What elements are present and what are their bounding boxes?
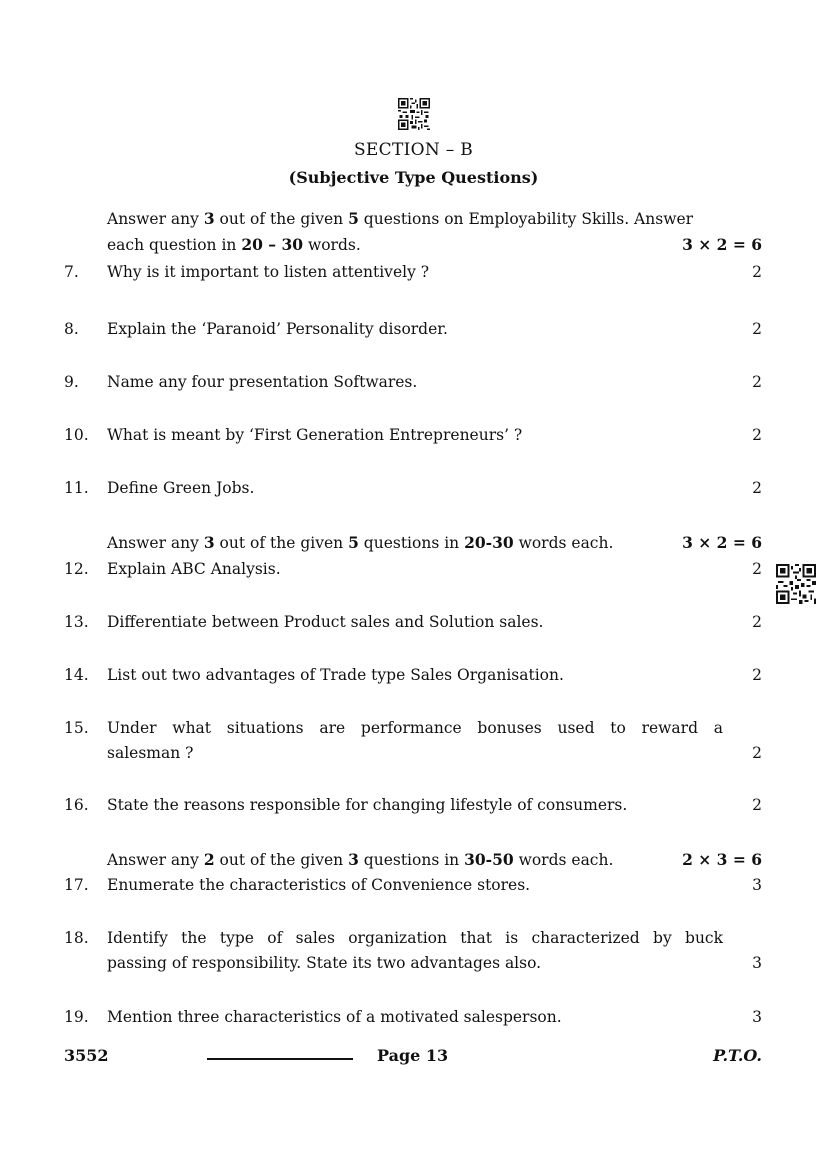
instruction-group-3 [107, 847, 762, 873]
question-text: Define Green Jobs. [107, 479, 255, 497]
question-marks: 3 [752, 876, 762, 894]
question-text: Explain the ‘Paranoid’ Personality disorder. [107, 320, 448, 338]
footer-rule [207, 1058, 353, 1060]
question-text-line-2: salesman ? [107, 744, 194, 762]
question-text: What is meant by ‘First Generation Entrepreneurs’ ? [107, 426, 523, 444]
question-number: 13. [64, 613, 89, 631]
question-number: 16. [64, 796, 89, 814]
question-text [107, 716, 723, 766]
question-item [64, 926, 762, 976]
instruction-line: Answer any 3 out of the given 5 questions in 20-30 words each. 3 × 2 = 6 [107, 530, 762, 556]
section-subtitle: (Subjective Type Questions) [288, 168, 539, 187]
question-marks: 3 [752, 954, 762, 972]
section-title: SECTION – B [353, 140, 474, 160]
instruction-line: each question in 20 – 30 words. 3 × 2 = 6 [107, 232, 762, 258]
group-marks: 2 × 3 = 6 [682, 850, 762, 869]
question-marks: 2 [752, 744, 762, 762]
page-number: Page 13 [377, 1046, 449, 1065]
paper-code: 3552 [64, 1046, 109, 1065]
group-marks: 3 × 2 = 6 [682, 235, 762, 254]
question-text-line-2: passing of responsibility. State its two advantages also. [107, 954, 542, 972]
question-number: 9. [64, 373, 79, 391]
question-number: 8. [64, 320, 79, 338]
please-turn-over: P.T.O. [713, 1046, 762, 1065]
question-text: Why is it important to listen attentively ? [107, 263, 430, 281]
question-text: List out two advantages of Trade type Sales Organisation. [107, 666, 564, 684]
question-marks: 2 [752, 263, 762, 281]
question-marks: 2 [752, 560, 762, 578]
question-text-line-1: Under what situations are performance bonuses used to reward a [107, 719, 723, 737]
question-text: Differentiate between Product sales and Solution sales. [107, 613, 544, 631]
question-item [64, 716, 762, 766]
qr-code-top-icon [398, 98, 430, 130]
question-number: 12. [64, 560, 89, 578]
question-number: 19. [64, 1008, 89, 1026]
instruction-line: Answer any 3 out of the given 5 questions on Employability Skills. Answer [107, 209, 694, 228]
instruction-group-1 [107, 206, 762, 258]
instruction-line: Answer any 2 out of the given 3 questions in 30-50 words each. 2 × 3 = 6 [107, 847, 762, 873]
question-marks: 2 [752, 666, 762, 684]
question-text [107, 926, 723, 976]
group-marks: 3 × 2 = 6 [682, 533, 762, 552]
question-marks: 2 [752, 426, 762, 444]
question-marks: 3 [752, 1008, 762, 1026]
question-number: 7. [64, 263, 79, 281]
question-marks: 2 [752, 373, 762, 391]
question-number: 14. [64, 666, 89, 684]
question-number: 17. [64, 876, 89, 894]
question-text: State the reasons responsible for changing lifestyle of consumers. [107, 796, 628, 814]
question-number: 18. [64, 929, 89, 947]
question-text: Mention three characteristics of a motivated salesperson. [107, 1008, 562, 1026]
question-marks: 2 [752, 613, 762, 631]
question-marks: 2 [752, 796, 762, 814]
question-text: Enumerate the characteristics of Convenience stores. [107, 876, 531, 894]
qr-code-side-icon [776, 564, 816, 604]
instruction-group-2 [107, 530, 762, 556]
question-text: Name any four presentation Softwares. [107, 373, 418, 391]
question-text: Explain ABC Analysis. [107, 560, 281, 578]
question-marks: 2 [752, 320, 762, 338]
question-number: 15. [64, 719, 89, 737]
question-text-line-1: Identify the type of sales organization that is characterized by buck [107, 929, 723, 947]
question-number: 11. [64, 479, 89, 497]
question-marks: 2 [752, 479, 762, 497]
question-number: 10. [64, 426, 89, 444]
